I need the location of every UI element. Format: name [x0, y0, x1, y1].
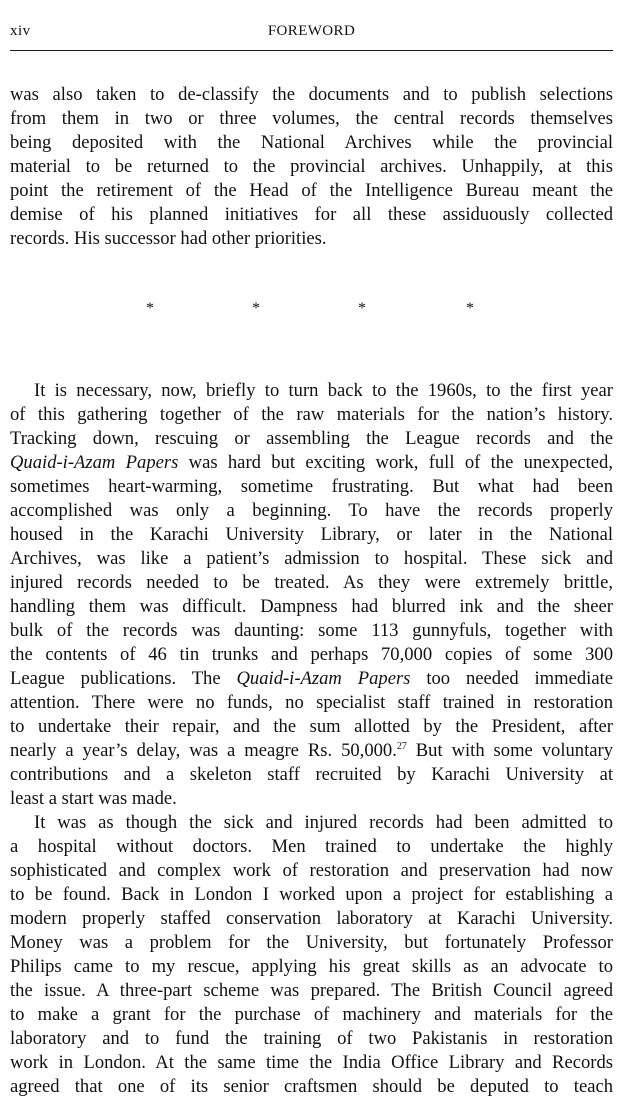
text-line: contributions and a skeleton staff recruited by Karachi University at	[10, 764, 613, 785]
text-line: Philips came to my rescue, applying his great skills as an advocate to	[10, 956, 613, 977]
text-line: It is necessary, now, briefly to turn back to the 1960s, to the first year	[34, 380, 613, 401]
text-line: sophisticated and complex work of restoration and preservation had now	[10, 860, 613, 881]
text-line: injured records needed to be treated. As they were extremely brittle,	[10, 572, 613, 593]
text-line: was also taken to de-classify the documents and to publish selections	[10, 84, 613, 105]
text-line: the issue. A three-part scheme was prepared. The British Council agreed	[10, 980, 613, 1001]
text-line: agreed that one of its senior craftsmen should be deputed to teach	[10, 1076, 613, 1097]
text-line: laboratory and to fund the training of two Pakistanis in restoration	[10, 1028, 613, 1049]
running-head	[10, 20, 613, 42]
text-line: to make a grant for the purchase of machinery and materials for the	[10, 1004, 613, 1025]
text-line: to be found. Back in London I worked upon a project for establishing a	[10, 884, 613, 905]
text-line: It was as though the sick and injured records had been admitted to	[34, 812, 613, 833]
italic-title: Quaid-i-Azam Papers	[236, 668, 411, 689]
text-line: work in London. At the same time the India Office Library and Records	[10, 1052, 613, 1073]
asterisk-ornament: *	[466, 300, 474, 317]
paragraph-hospital	[10, 811, 613, 1099]
chapter-title: FOREWORD	[267, 23, 356, 39]
main-section	[10, 379, 613, 1099]
asterisk-ornament: *	[146, 300, 154, 317]
italic-title: Quaid-i-Azam Papers	[10, 452, 179, 473]
continued-paragraph	[10, 83, 613, 251]
page-number: xiv	[10, 23, 31, 39]
paragraph-1960s	[10, 379, 613, 811]
section-break-asterisks	[0, 300, 625, 324]
text-line: point the retirement of the Head of the Intelligence Bureau meant the	[10, 180, 613, 201]
text-line: least a start was made.	[10, 788, 177, 809]
text-line: accomplished was only a beginning. To have the records properly	[10, 500, 613, 521]
text-line: modern properly staffed conservation laboratory at Karachi University.	[10, 908, 613, 929]
header-rule	[10, 50, 613, 51]
text-line: Money was a problem for the University, but fortunately Professor	[10, 932, 613, 953]
text-line: the contents of 46 tin trunks and perhaps 70,000 copies of some 300	[10, 644, 613, 665]
text-line: records. His successor had other priorities.	[10, 228, 327, 249]
text-line: attention. There were no funds, no specialist staff trained in restoration	[10, 692, 613, 713]
text-line: a hospital without doctors. Men trained to undertake the highly	[10, 836, 613, 857]
text-line: handling them was difficult. Dampness had blurred ink and the sheer	[10, 596, 613, 617]
text-line: Tracking down, rescuing or assembling the League records and the	[10, 428, 613, 449]
asterisk-ornament: *	[252, 300, 260, 317]
text-line: League publications. The Quaid-i-Azam Papers too needed immediate	[10, 668, 613, 689]
text-line: bulk of the records was daunting: some 113 gunnyfuls, together with	[10, 620, 613, 641]
text-line: nearly a year’s delay, was a meagre Rs. 50,000.27 But with some voluntary	[10, 740, 613, 761]
text-line: housed in the Karachi University Library, or later in the National	[10, 524, 613, 545]
asterisk-ornament: *	[358, 300, 366, 317]
text-line: demise of his planned initiatives for all these assiduously collected	[10, 204, 613, 225]
text-line: from them in two or three volumes, the central records themselves	[10, 108, 613, 129]
text-line: being deposited with the National Archives while the provincial	[10, 132, 613, 153]
text-line: Archives, was like a patient’s admission to hospital. These sick and	[10, 548, 613, 569]
text-line: material to be returned to the provincial archives. Unhappily, at this	[10, 156, 613, 177]
text-line: of this gathering together of the raw materials for the nation’s history.	[10, 404, 613, 425]
text-line: sometimes heart-warming, sometime frustrating. But what had been	[10, 476, 613, 497]
footnote-marker[interactable]: 27	[396, 741, 407, 752]
text-line: to undertake their repair, and the sum allotted by the President, after	[10, 716, 613, 737]
text-line: Quaid-i-Azam Papers was hard but exciting work, full of the unexpected,	[10, 452, 613, 473]
